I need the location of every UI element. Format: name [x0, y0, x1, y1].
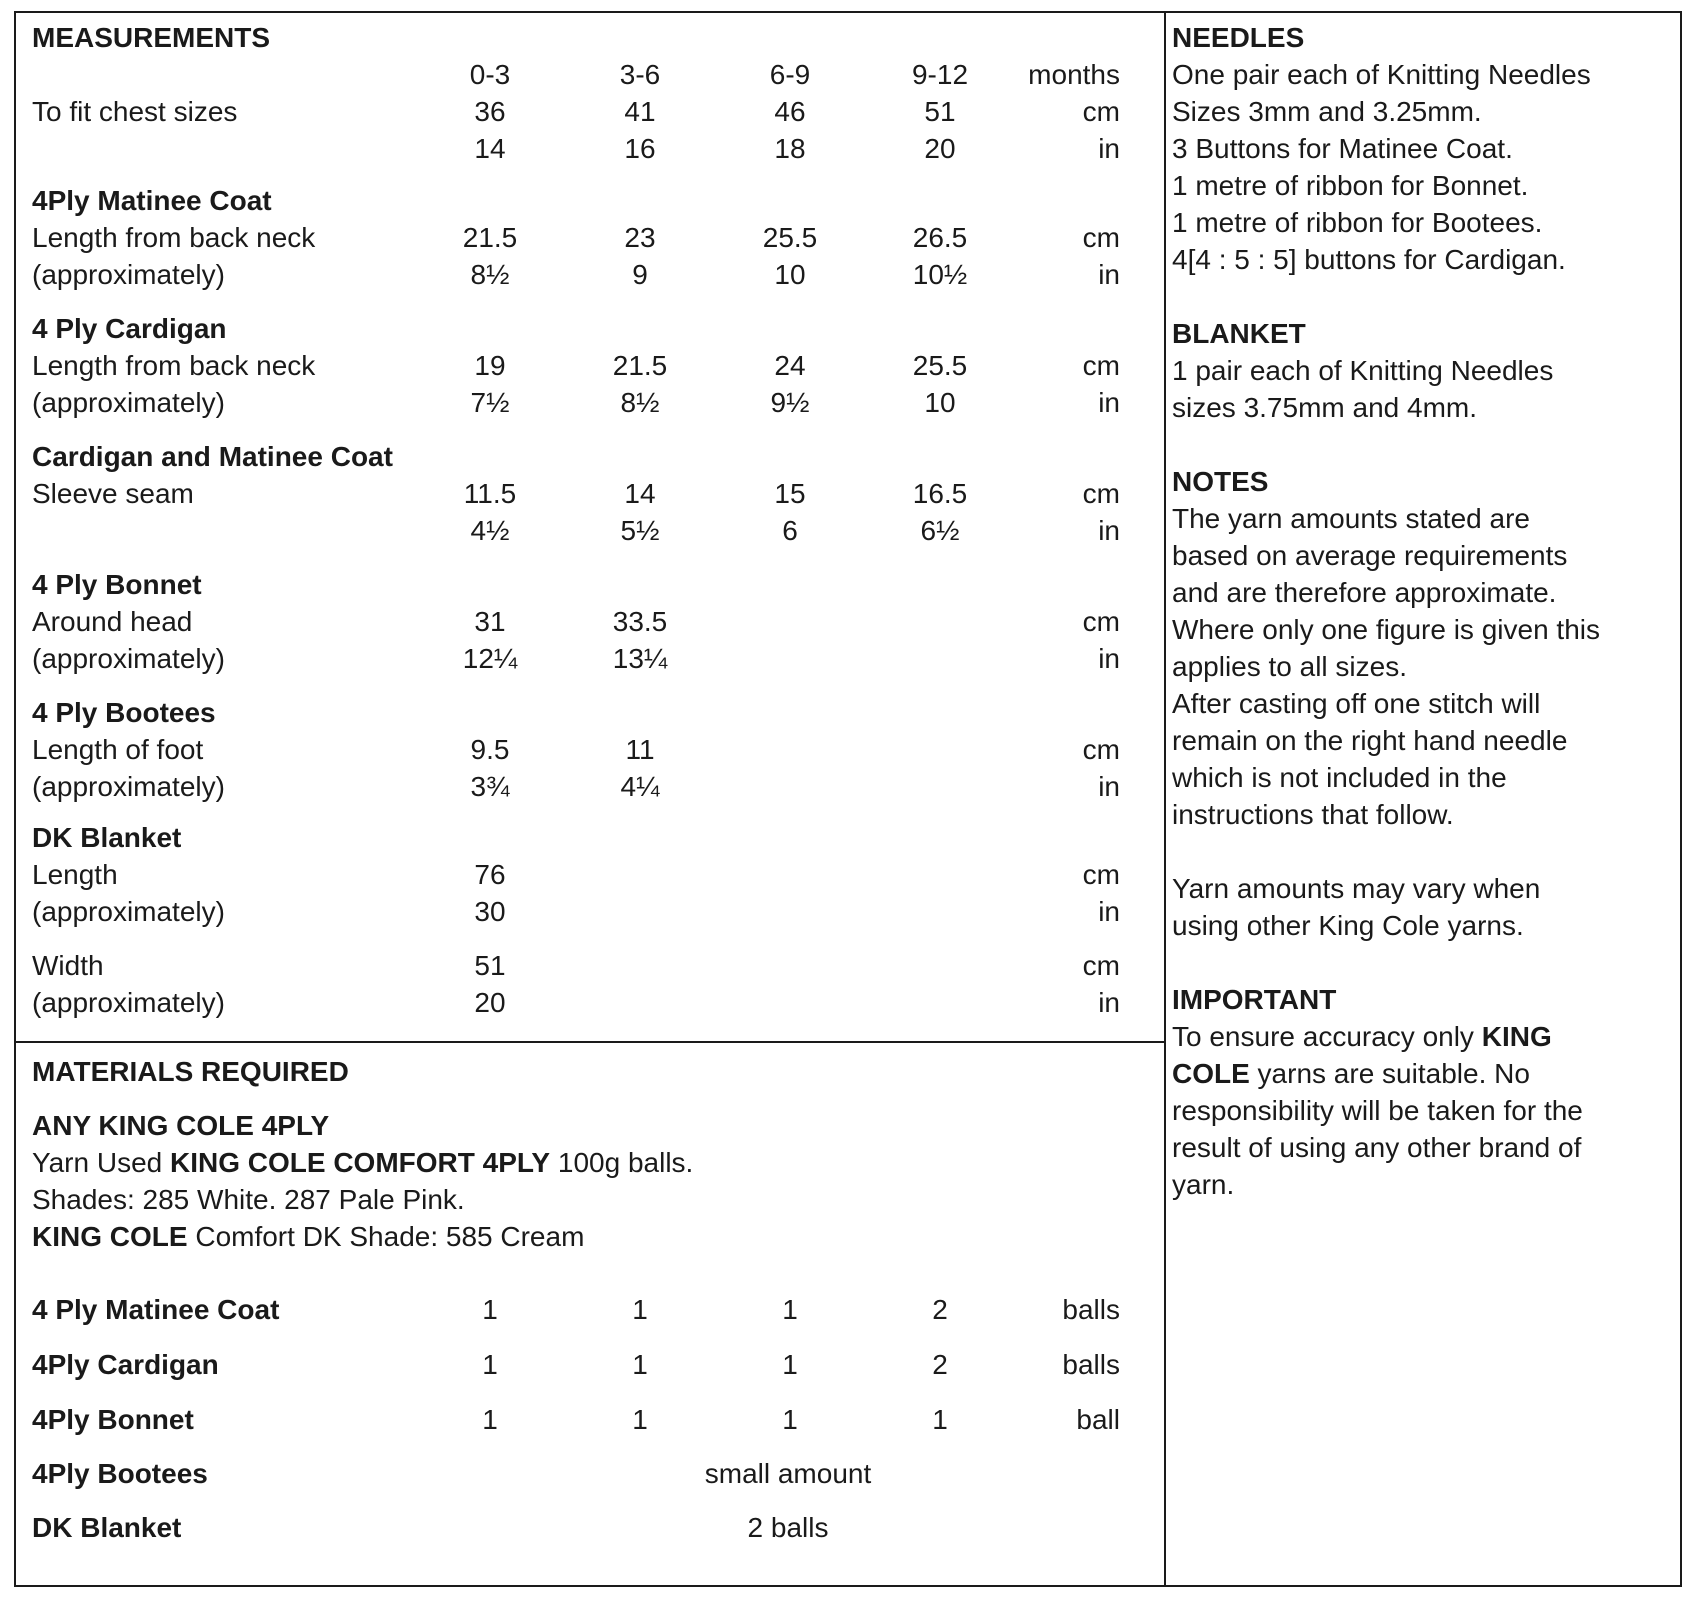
shades-line: Shades: 285 White. 287 Pale Pink. [32, 1184, 465, 1215]
material-quantity: 1 [632, 1349, 648, 1380]
blanket-name: DK Blanket [32, 1512, 182, 1543]
row-label: Length [32, 859, 118, 890]
size-value: 19 [474, 350, 506, 381]
size-value: 10 [924, 387, 956, 418]
size-value: 31 [474, 606, 506, 637]
unit-label: in [1098, 259, 1120, 290]
section-title: 4Ply Matinee Coat [32, 185, 272, 216]
important-line2-bold: COLE [1172, 1058, 1250, 1089]
size-value: 11.5 [463, 478, 517, 509]
section-title: DK Blanket [32, 822, 182, 853]
size-value: 12¼ [462, 643, 518, 674]
yarn-used-bold: KING COLE COMFORT 4PLY [170, 1147, 551, 1178]
important-line1-bold: KING [1481, 1021, 1552, 1052]
notes-extra-line: using other King Cole yarns. [1172, 910, 1524, 941]
needles-line: 1 metre of ribbon for Bonnet. [1172, 170, 1529, 201]
material-unit: ball [1076, 1404, 1120, 1435]
section-title: 4 Ply Cardigan [32, 313, 227, 344]
row-label: (approximately) [32, 987, 225, 1018]
blanket-heading: BLANKET [1172, 318, 1306, 349]
size-value: 9.5 [470, 734, 510, 765]
unit-label: in [1098, 133, 1120, 164]
unit-label: in [1098, 987, 1120, 1018]
size-value: 16 [624, 133, 656, 164]
row-label: To fit chest sizes [32, 96, 238, 127]
size-header: 3-6 [619, 59, 661, 90]
notes-line: applies to all sizes. [1172, 651, 1408, 682]
size-value: 51 [924, 96, 956, 127]
material-quantity: 2 [932, 1349, 948, 1380]
unit-label: in [1098, 771, 1120, 802]
needles-line: Sizes 3mm and 3.25mm. [1172, 96, 1482, 127]
notes-line: remain on the right hand needle [1172, 725, 1568, 756]
size-value: 9 [632, 259, 648, 290]
blanket-amount: 2 balls [747, 1512, 829, 1543]
size-value: 18 [774, 133, 806, 164]
size-value: 25.5 [762, 222, 818, 253]
unit-label: cm [1082, 950, 1120, 981]
important-line-1 [1172, 1019, 1552, 1055]
size-value: 4¼ [620, 771, 660, 802]
notes-line: Where only one figure is given this [1172, 614, 1600, 645]
size-value: 3¾ [470, 771, 510, 802]
size-value: 23 [624, 222, 656, 253]
row-label: Length of foot [32, 734, 204, 765]
size-header: 6-9 [769, 59, 811, 90]
section-title: Cardigan and Matinee Coat [32, 441, 393, 472]
needles-line: 3 Buttons for Matinee Coat. [1172, 133, 1513, 164]
important-line-2 [1172, 1056, 1530, 1092]
size-value: 30 [474, 896, 506, 927]
bootees-amount: small amount [704, 1458, 872, 1489]
size-value: 21.5 [612, 350, 668, 381]
notes-extra-line: Yarn amounts may vary when [1172, 873, 1541, 904]
size-header: 0-3 [469, 59, 511, 90]
unit-label: in [1098, 515, 1120, 546]
size-value: 41 [624, 96, 656, 127]
size-value: 15 [774, 478, 806, 509]
unit-label: cm [1082, 478, 1120, 509]
material-quantity: 2 [932, 1294, 948, 1325]
section-title: 4 Ply Bonnet [32, 569, 202, 600]
unit-label: cm [1082, 96, 1120, 127]
unit-label: cm [1082, 734, 1120, 765]
notes-line: The yarn amounts stated are [1172, 503, 1530, 534]
size-value: 20 [474, 987, 506, 1018]
needles-line: 1 metre of ribbon for Bootees. [1172, 207, 1543, 238]
important-line: yarn. [1172, 1169, 1235, 1200]
material-quantity: 1 [782, 1294, 798, 1325]
size-value: 51 [474, 950, 506, 981]
size-value: 6 [782, 515, 798, 546]
size-value: 14 [474, 133, 506, 164]
size-value: 10 [774, 259, 806, 290]
row-label: (approximately) [32, 259, 225, 290]
size-value: 6½ [920, 515, 960, 546]
notes-line: based on average requirements [1172, 540, 1568, 571]
size-value: 16.5 [912, 478, 968, 509]
size-value: 33.5 [612, 606, 668, 637]
material-unit: balls [1062, 1349, 1120, 1380]
material-quantity: 1 [632, 1294, 648, 1325]
unit-label: cm [1082, 222, 1120, 253]
row-label: (approximately) [32, 643, 225, 674]
material-quantity: 1 [932, 1404, 948, 1435]
row-label: (approximately) [32, 771, 225, 802]
size-header: 9-12 [911, 59, 969, 90]
size-value: 8½ [470, 259, 510, 290]
yarn-used-prefix: Yarn Used [32, 1147, 170, 1178]
material-item-name: 4 Ply Matinee Coat [32, 1294, 280, 1325]
bootees-name: 4Ply Bootees [32, 1458, 208, 1489]
notes-heading: NOTES [1172, 466, 1269, 497]
size-value: 14 [624, 478, 656, 509]
row-label: Sleeve seam [32, 478, 194, 509]
dk-shade-rest: Comfort DK Shade: 585 Cream [187, 1221, 585, 1252]
material-unit: balls [1062, 1294, 1120, 1325]
material-quantity: 1 [782, 1404, 798, 1435]
unit-label: in [1098, 643, 1120, 674]
size-value: 7½ [470, 387, 510, 418]
blanket-line: 1 pair each of Knitting Needles [1172, 355, 1554, 386]
notes-line: which is not included in the [1172, 762, 1507, 793]
column-divider [1164, 13, 1166, 1585]
yarn-used-suffix: 100g balls. [550, 1147, 694, 1178]
materials-subheading: ANY KING COLE 4PLY [32, 1110, 330, 1141]
size-value: 24 [774, 350, 806, 381]
important-line: responsibility will be taken for the [1172, 1095, 1583, 1126]
important-line: result of using any other brand of [1172, 1132, 1582, 1163]
dk-shade-bold: KING COLE [32, 1221, 188, 1252]
material-quantity: 1 [482, 1404, 498, 1435]
row-label: (approximately) [32, 896, 225, 927]
unit-label: cm [1082, 859, 1120, 890]
row-label: Width [32, 950, 104, 981]
size-value: 11 [625, 734, 655, 765]
section-divider [16, 1041, 1164, 1043]
notes-line: and are therefore approximate. [1172, 577, 1557, 608]
needles-line: One pair each of Knitting Needles [1172, 59, 1591, 90]
material-quantity: 1 [632, 1404, 648, 1435]
unit-label: in [1098, 387, 1120, 418]
unit-label: cm [1082, 606, 1120, 637]
size-value: 10½ [912, 259, 968, 290]
needles-line: 4[4 : 5 : 5] buttons for Cardigan. [1172, 244, 1566, 275]
yarn-used-line [32, 1145, 693, 1181]
needles-heading: NEEDLES [1172, 22, 1305, 53]
notes-line: After casting off one stitch will [1172, 688, 1541, 719]
notes-line: instructions that follow. [1172, 799, 1454, 830]
size-unit: months [1028, 59, 1120, 90]
material-quantity: 1 [482, 1349, 498, 1380]
size-value: 8½ [620, 387, 660, 418]
unit-label: cm [1082, 350, 1120, 381]
blanket-line: sizes 3.75mm and 4mm. [1172, 392, 1477, 423]
size-value: 76 [474, 859, 506, 890]
size-value: 36 [474, 96, 506, 127]
materials-heading: MATERIALS REQUIRED [32, 1056, 349, 1087]
size-value: 21.5 [462, 222, 518, 253]
unit-label: in [1098, 896, 1120, 927]
row-label: Around head [32, 606, 193, 637]
material-quantity: 1 [782, 1349, 798, 1380]
material-item-name: 4Ply Cardigan [32, 1349, 219, 1380]
material-quantity: 1 [482, 1294, 498, 1325]
important-line2-suffix: yarns are suitable. No [1249, 1058, 1530, 1089]
size-value: 5½ [620, 515, 660, 546]
size-value: 46 [774, 96, 806, 127]
size-value: 25.5 [912, 350, 968, 381]
important-heading: IMPORTANT [1172, 984, 1337, 1015]
size-value: 4½ [470, 515, 510, 546]
material-item-name: 4Ply Bonnet [32, 1404, 194, 1435]
row-label: (approximately) [32, 387, 225, 418]
section-title: 4 Ply Bootees [32, 697, 216, 728]
dk-shade-line [32, 1219, 584, 1255]
size-value: 13¼ [612, 643, 668, 674]
row-label: Length from back neck [32, 222, 316, 253]
measurements-heading: MEASUREMENTS [32, 22, 271, 53]
row-label: Length from back neck [32, 350, 316, 381]
size-value: 26.5 [912, 222, 968, 253]
size-value: 9½ [770, 387, 810, 418]
size-value: 20 [924, 133, 956, 164]
important-line1-prefix: To ensure accuracy only [1172, 1021, 1482, 1052]
